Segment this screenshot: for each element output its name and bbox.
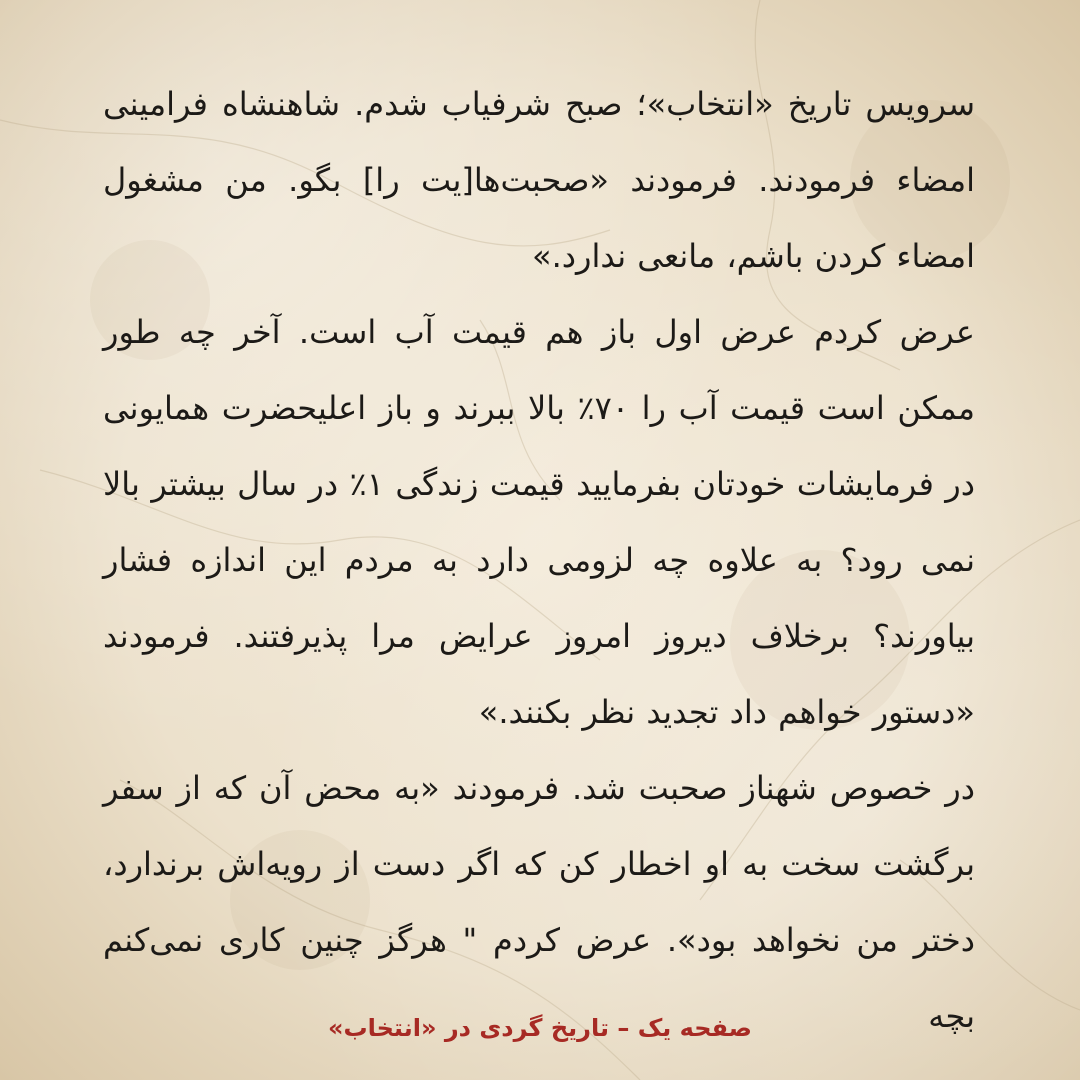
paragraph: در خصوص شهناز صحبت شد. فرمودند «به محض آن که از سفر برگشت سخت به او اخطار کن که اگر دست از رویه‌اش برندارد، دختر من نخواهد بود». عرض کردم " هرگز چنین کاری نمی‌کنم بچه [103,769,975,1035]
page-footer: صفحه یک – تاریخ گردی در «انتخاب» [328,1014,752,1042]
paragraph: سرویس تاریخ «انتخاب»؛ صبح شرفیاب شدم. شاهنشاه فرامینی امضاء فرمودند. فرمودند «صحبت‌ها[یت را] بگو. من مشغول امضاء کردن باشم، مانعی ندارد.» [103,85,975,275]
paragraph: عرض کردم عرض اول باز هم قیمت آب است. آخر چه طور ممکن است قیمت آب را ۷۰٪ بالا ببرند و باز اعلیحضرت همایونی در فرمایشات خودتان بفرمایید قیمت زندگی ۱٪ در سال بیشتر بالا نمی رود؟ به علاوه چه لزومی دارد به مردم این اندازه فشار بیاورند؟ برخلاف دیروز امروز عرایض مرا پذیرفتند. فرمودند «دستور خواهم داد تجدید نظر بکنند.» [103,313,976,731]
